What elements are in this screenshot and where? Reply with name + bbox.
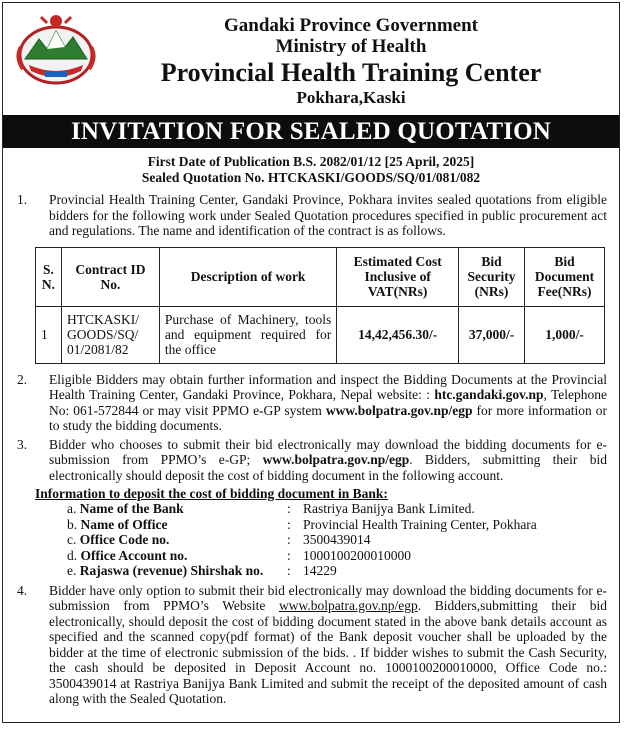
paragraph-text: , Telephone No: 061-572844 or may visit PPMO e-GP system: [49, 387, 607, 418]
bank-info-value: 14229: [303, 563, 337, 578]
paragraph-text: for more information or to study the bidding documents.: [49, 402, 607, 433]
paragraph-number: 3.: [17, 436, 28, 452]
column-header: S. N.: [36, 247, 62, 306]
column-header: Contract ID No.: [61, 247, 159, 306]
bank-info-label: d. Office Account no.: [67, 547, 188, 563]
egp-link[interactable]: www.bolpatra.gov.np/egp: [325, 402, 473, 418]
paragraph-3: [3, 437, 619, 484]
cell-sn: 1: [36, 306, 62, 363]
paragraph-text: . Bidders,submitting their bid electronically, should deposit the cost of bidding document stated in the above bank details account as specified and the scanned copy(pdf format) of the Bank deposit voucher shall be uploaded by the bidder at the time of electronic submission of the bids. . If bidder wishes to submit the Cash Security, the cash should be deposited in Deposit Account no. 1000100200010000, Office Code no.: 3500439014 at Rastriya Banijya Bank Limited and submit the receipt of the deposited amount of cash along with the Sealed Quotation.: [49, 598, 607, 706]
header-titles: [103, 15, 599, 108]
bank-info-row: d. Office Account no. : 1000100200010000: [67, 547, 411, 563]
contract-table: [35, 247, 605, 364]
paragraph-1: [3, 192, 619, 239]
organization-name: Provincial Health Training Center: [160, 58, 542, 87]
table-row: [36, 306, 605, 363]
paragraph-text: Eligible Bidders may obtain further information and inspect the Bidding Documents at the Provincial Health Training Center, Gandaki Province, Pokhara, Nepal website: :: [49, 371, 607, 402]
paragraph-text: Provincial Health Training Center, Gandaki Province, Pokhara invites sealed quotations from eligible bidders for the following work under Sealed Quotation procedures specified in public procurement act and regulations. The name and identification of the contract is as follows.: [49, 192, 607, 238]
paragraph-text: . Bidders, submitting their bid electronically should deposit the cost of bidding document in the following account.: [49, 452, 607, 483]
column-header: Estimated Cost Inclusive of VAT(NRs): [337, 247, 459, 306]
quotation-number: Sealed Quotation No. HTCKASKI/GOODS/SQ/01/081/082: [141, 170, 481, 185]
bank-info-list: [67, 501, 619, 579]
bank-info-title: Information to deposit the cost of bidding document in Bank:: [35, 486, 388, 501]
publication-info: [3, 154, 619, 186]
website-link[interactable]: htc.gandaki.gov.np: [434, 387, 544, 402]
bank-info-value: 3500439014: [303, 532, 371, 547]
bank-info-row: c. Office Code no. : 3500439014: [67, 532, 371, 547]
bank-info-row: b. Name of Office : Provincial Health Training Center, Pokhara: [67, 516, 537, 532]
ministry-name: Ministry of Health: [275, 36, 427, 57]
paragraph-number: 4.: [17, 582, 28, 598]
paragraph-4: [3, 583, 619, 707]
paragraph-text: Bidder have only option to submit their bid electronically may download the bidding documents for e-submission from PPMO’s Website: [49, 582, 607, 613]
column-header: Bid Document Fee(NRs): [525, 247, 605, 306]
location: Pokhara,Kaski: [296, 88, 406, 107]
bank-info-label: e. Rajaswa (revenue) Shirshak no.: [67, 563, 264, 578]
cell-contract-id: HTCKASKI/ GOODS/SQ/ 01/2081/82: [61, 306, 159, 363]
government-name: Gandaki Province Government: [223, 15, 479, 36]
column-header: Description of work: [159, 247, 336, 306]
bank-info-value: Provincial Health Training Center, Pokhara: [303, 516, 537, 532]
cell-cost: 14,42,456.30/-: [337, 306, 459, 363]
paragraph-number: 2.: [17, 371, 28, 387]
paragraph-number: 1.: [17, 192, 28, 207]
notice-page: [2, 2, 620, 723]
bank-info-label: b. Name of Office: [67, 516, 168, 532]
cell-security: 37,000/-: [459, 306, 525, 363]
table-header-row: [36, 247, 605, 306]
publication-date: First Date of Publication B.S. 2082/01/12 [25 April, 2025]: [147, 154, 475, 169]
bank-info-value: 1000100200010000: [303, 547, 411, 563]
paragraph-2: [3, 372, 619, 434]
cell-fee: 1,000/-: [525, 306, 605, 363]
notice-title-banner: INVITATION FOR SEALED QUOTATION: [3, 115, 619, 148]
bank-info-row: e. Rajaswa (revenue) Shirshak no. : 14229: [67, 563, 337, 578]
column-header: Bid Security (NRs): [459, 247, 525, 306]
paragraph-text: Bidder who chooses to submit their bid electronically may download the bidding documents for e-submission from PPMO’s e-GP;: [49, 436, 607, 467]
bank-info-label: c. Office Code no.: [67, 532, 170, 547]
egp-link[interactable]: www.bolpatra.gov.np/egp: [262, 452, 410, 467]
bank-info-row: a. Name of the Bank : Rastriya Banijya Bank Limited.: [67, 501, 475, 516]
header: [3, 3, 619, 115]
bank-info-label: a. Name of the Bank: [67, 501, 184, 516]
bank-info-value: Rastriya Banijya Bank Limited.: [303, 501, 475, 516]
bolpatra-link[interactable]: www.bolpatra.gov.np/egp: [278, 598, 418, 613]
nepal-emblem-icon: [11, 9, 101, 89]
cell-description: Purchase of Machinery, tools and equipment required for the office: [159, 306, 336, 363]
